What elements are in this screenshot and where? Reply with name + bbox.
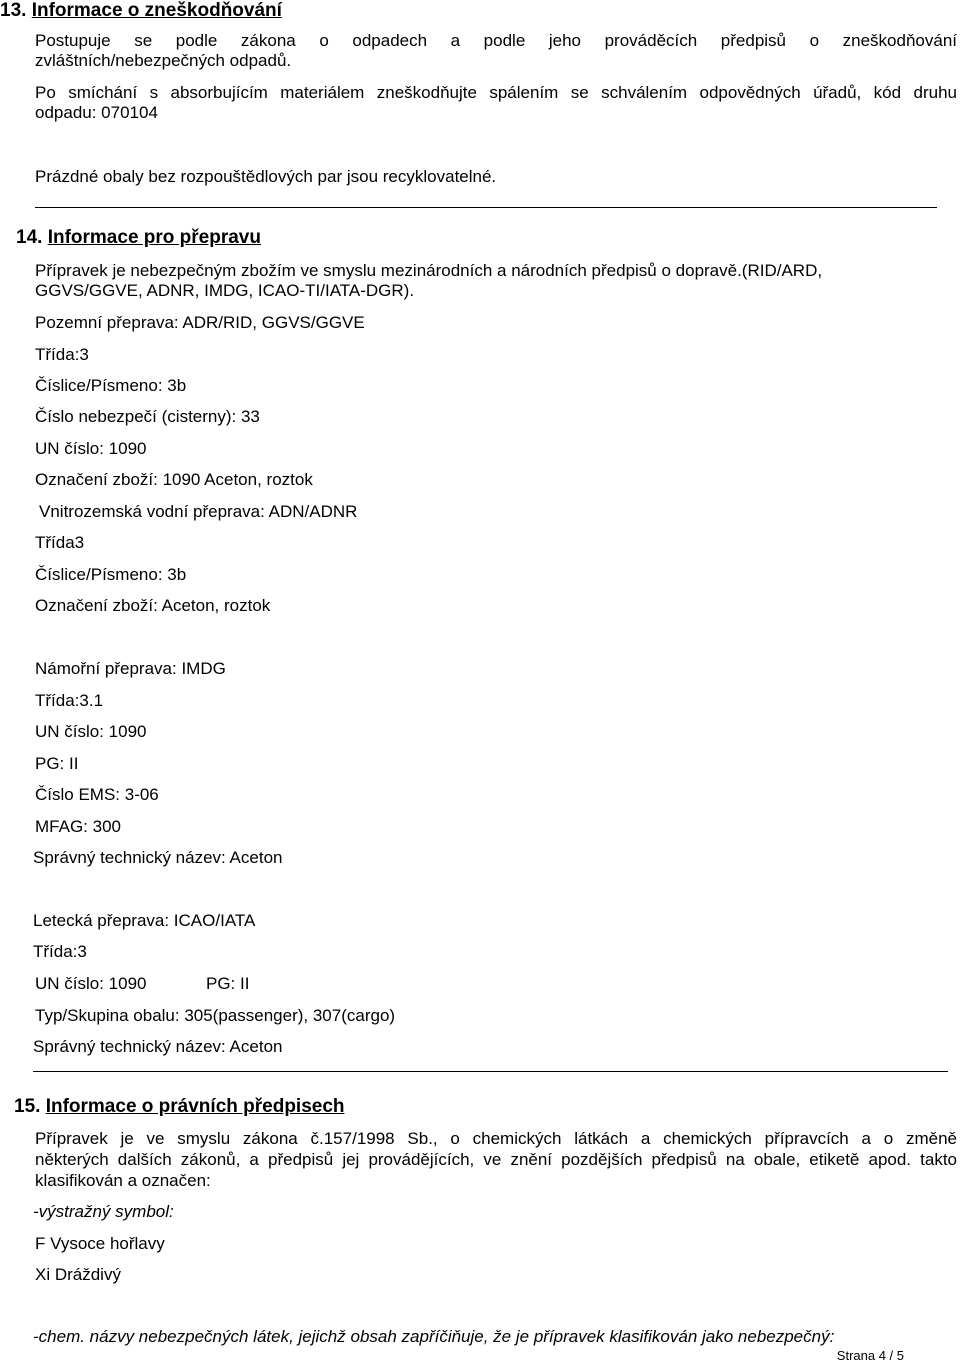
s14-intro-line-2: GGVS/GGVE, ADNR, IMDG, ICAO-TI/IATA-DGR). — [35, 281, 415, 300]
air-technical-name: Správný technický název: Aceton — [33, 1037, 283, 1056]
sea-ems-number: Číslo EMS: 3-06 — [35, 785, 159, 804]
section-15-heading — [14, 1096, 345, 1118]
land-transport-heading: Pozemní přeprava: ADR/RID, GGVS/GGVE — [35, 313, 365, 332]
page-number: Strana 4 / 5 — [836, 1348, 904, 1363]
s14-intro-line-1: Přípravek je nebezpečným zbožím ve smyslu mezinárodních a národních předpisů o dopravě.(RID/ARD, — [35, 261, 823, 280]
warning-symbol-label: -výstražný symbol: — [33, 1202, 174, 1221]
section-14-heading — [16, 227, 261, 249]
section-14-title: Informace pro přepravu — [47, 227, 261, 248]
s15-paragraph-line-3: klasifikován a označen: — [35, 1171, 211, 1190]
s13-paragraph-1-line-1: Postupuje se podle zákona o odpadech a podle jeho prováděcích předpisů o zneškodňování — [35, 31, 957, 50]
land-hazard-number: Číslo nebezpečí (cisterny): 33 — [35, 407, 260, 426]
land-class: Třída:3 — [35, 345, 89, 364]
air-transport-heading: Letecká přeprava: ICAO/IATA — [33, 911, 256, 930]
warning-symbol-flammable: F Vysoce hořlavy — [35, 1234, 165, 1253]
section-13-title: Informace o zneškodňování — [31, 0, 282, 21]
land-code: Číslice/Písmeno: 3b — [35, 376, 187, 395]
air-class: Třída:3 — [33, 942, 87, 961]
section-15-title: Informace o právních předpisech — [45, 1096, 345, 1117]
section-13-heading — [0, 0, 282, 22]
section-divider — [33, 1071, 948, 1072]
air-packing-group: PG: II — [206, 974, 250, 993]
s15-paragraph-line-1: Přípravek je ve smyslu zákona č.157/1998 Sb., o chemických látkách a chemických přípravcích a o změně — [35, 1129, 957, 1148]
s13-paragraph-1-line-2: zvláštních/nebezpečných odpadů. — [35, 51, 292, 70]
warning-symbol-irritant: Xi Dráždivý — [35, 1265, 121, 1284]
inland-code: Číslice/Písmeno: 3b — [35, 565, 187, 584]
s15-paragraph-line-2: některých dalších zákonů, a předpisů jej provádějících, ve znění pozdějších předpisů na obale, etiketě apod. takto — [35, 1150, 957, 1169]
section-divider — [35, 207, 937, 208]
section-14-number: 14. — [16, 227, 43, 248]
s13-paragraph-2-line-2: odpadu: 070104 — [35, 103, 158, 122]
inland-class: Třída3 — [35, 533, 85, 552]
chemical-names-label: -chem. názvy nebezpečných látek, jejichž obsah zapříčiňuje, že je přípravek klasifikován jako nebezpečný: — [33, 1327, 835, 1346]
sea-technical-name: Správný technický název: Aceton — [33, 848, 283, 867]
air-un-number: UN číslo: 1090 — [35, 974, 147, 993]
air-packaging-type: Typ/Skupina obalu: 305(passenger), 307(cargo) — [35, 1006, 396, 1025]
land-un-number: UN číslo: 1090 — [35, 439, 147, 458]
section-15-number: 15. — [14, 1096, 41, 1117]
sea-packing-group: PG: II — [35, 754, 79, 773]
sea-un-number: UN číslo: 1090 — [35, 722, 147, 741]
sea-class: Třída:3.1 — [35, 691, 104, 710]
land-goods-designation: Označení zboží: 1090 Aceton, roztok — [35, 470, 313, 489]
s13-paragraph-3: Prázdné obaly bez rozpouštědlových par jsou recyklovatelné. — [35, 167, 497, 186]
inland-transport-heading: Vnitrozemská vodní přeprava: ADN/ADNR — [39, 502, 358, 521]
section-13-number: 13. — [0, 0, 27, 21]
sea-mfag: MFAG: 300 — [35, 817, 121, 836]
sea-transport-heading: Námořní přeprava: IMDG — [35, 659, 226, 678]
s13-paragraph-2-line-1: Po smíchání s absorbujícím materiálem zneškodňujte spálením se schválením odpovědných úřadů, kód druhu — [35, 83, 957, 102]
inland-goods-designation: Označení zboží: Aceton, roztok — [35, 596, 271, 615]
